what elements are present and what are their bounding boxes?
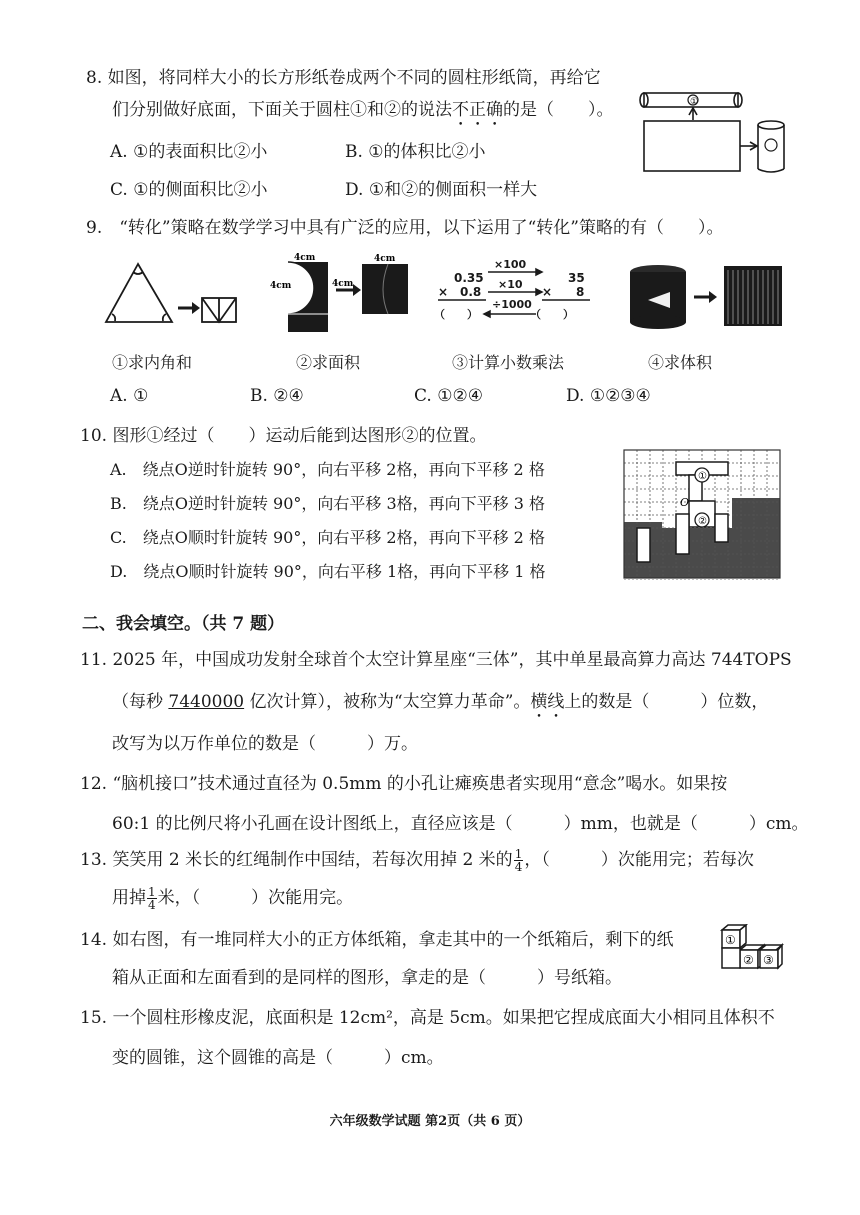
q13-line1-pre: 13. 笑笑用 2 米长的红绳制作中国结，若每次用掉 2 米的: [80, 850, 513, 870]
q14-box-1: ①: [725, 933, 736, 947]
q10-grid-figure: [622, 448, 782, 580]
q13-fraction-1: [514, 848, 524, 873]
q11-line3: 改写为以万作单位的数是（ ）万。: [112, 734, 418, 754]
q10-option-c[interactable]: C. 绕点O顺时针旋转 90°，向右平移 2格，再向下平移 2 格: [110, 528, 545, 547]
q13-fraction-1-num: 1: [514, 847, 523, 861]
q11-line2: [112, 690, 768, 722]
q9-figure-area: [270, 252, 420, 342]
q13-fraction-2-den: 4: [148, 898, 156, 912]
q9-figure-volume: [628, 262, 788, 332]
q9-option-a[interactable]: A. ①: [110, 386, 149, 406]
q14-line2: 箱从正面和左面看到的是同样的图形，拿走的是（ ）号纸箱。: [112, 968, 622, 988]
q9-option-b[interactable]: B. ②④: [250, 386, 304, 406]
q15-line1: 15. 一个圆柱形橡皮泥，底面积是 12cm²，高是 5cm。如果把它捏成底面大小相同且体积不: [80, 1008, 775, 1028]
q9-figure-decimal: [432, 256, 602, 328]
q11-emphasis: 横线: [530, 692, 565, 712]
page-footer: 六年级数学试题 第2页（共 6 页）: [329, 1114, 531, 1129]
q8-option-b[interactable]: B. ①的体积比②小: [345, 142, 486, 162]
q9-caption-2: ②求面积: [296, 353, 361, 372]
q13-fraction-2: [147, 886, 157, 911]
q10-fig-label-2: ②: [698, 516, 707, 527]
q9-stem: 9. “转化”策略在数学学习中具有广泛的应用，以下运用了“转化”策略的有（ ）。: [86, 218, 724, 238]
q14-box-3: ③: [763, 953, 774, 967]
q9-option-c[interactable]: C. ①②④: [414, 386, 483, 406]
q13-line1: [80, 848, 754, 873]
q12-line2: 60:1 的比例尺将小孔画在设计图纸上，直径应该是（ ）mm，也就是（ ）cm。: [112, 814, 809, 834]
q8-line2-pre: 们分别做好底面，下面关于圆柱①和②的说法: [112, 100, 452, 120]
q12-line1: 12. “脑机接口”技术通过直径为 0.5mm 的小孔让瘫痪患者实现用“意念”喝水。如果按: [80, 774, 728, 794]
q10-stem: 10. 图形①经过（ ）运动后能到达图形②的位置。: [80, 426, 487, 446]
q9-fig3-c: 35: [568, 271, 585, 285]
q14-box-2: ②: [743, 953, 754, 967]
q9-fig2-label-top2: 4cm: [374, 254, 396, 264]
q8-option-d[interactable]: D. ①和②的侧面积一样大: [345, 180, 538, 200]
q13-line2: [112, 886, 353, 911]
q10-option-b[interactable]: B. 绕点O逆时针旋转 90°，向右平移 3格，再向下平移 3 格: [110, 494, 546, 513]
q9-caption-3: ③计算小数乘法: [452, 353, 565, 372]
q9-fig3-d: 8: [576, 285, 585, 299]
q13-line1-post: ，（ ）次能用完；若每次: [524, 850, 754, 870]
q13-fraction-2-num: 1: [148, 885, 156, 899]
q8-line2: [112, 98, 614, 130]
q8-option-c[interactable]: C. ①的侧面积比②小: [110, 180, 268, 200]
q8-line1: 8. 如图，将同样大小的长方形纸卷成两个不同的圆柱形纸筒，再给它: [86, 68, 601, 88]
q10-option-d[interactable]: D. 绕点O顺时针旋转 90°，向右平移 1格，再向下平移 1 格: [110, 562, 546, 581]
q9-fig3-arrow1: ×100: [494, 258, 527, 271]
q9-caption-1: ①求内角和: [112, 353, 193, 372]
q8-emphasis-text: 不正确: [452, 100, 503, 120]
q9-fig3-blank1: （ ）: [434, 308, 478, 321]
q9-fig3-arrow3: ÷1000: [492, 298, 532, 311]
q9-fig3-times1: ×: [438, 285, 449, 299]
q8-figure: [638, 85, 798, 185]
q9-fig2-label-top: 4cm: [294, 253, 316, 263]
q11-line2-pre: （每秒: [112, 692, 169, 712]
q11-underlined-number: 7440000: [168, 692, 245, 712]
q10-fig-label-1: ①: [698, 471, 707, 482]
q9-fig2-label-mid: 4cm: [332, 279, 354, 289]
q13-line2-pre: 用掉: [112, 888, 146, 908]
q9-option-d[interactable]: D. ①②③④: [566, 386, 651, 406]
q9-fig3-a: 0.35: [454, 271, 484, 285]
q11-line2-post: 上的数是（ ）位数，: [564, 692, 769, 712]
q9-fig2-label-left: 4cm: [270, 281, 292, 291]
q9-figure-triangle: [100, 258, 250, 330]
q8-line2-post: 的是（ ）。: [503, 100, 614, 120]
q11-line1: 11. 2025 年，中国成功发射全球首个太空计算星座“三体”，其中单星最高算力高达 744TOPS: [80, 650, 792, 670]
q15-line2: 变的圆锥，这个圆锥的高是（ ）cm。: [112, 1048, 444, 1068]
q8-fig-label-1: ①: [690, 97, 699, 107]
q9-fig3-arrow2: ×10: [498, 278, 523, 291]
q14-boxes-figure: [716, 924, 788, 980]
q9-fig3-b: 0.8: [460, 285, 482, 299]
q14-line1: 14. 如右图，有一堆同样大小的正方体纸箱，拿走其中的一个纸箱后，剩下的纸: [80, 930, 674, 950]
q9-fig3-blank2: （ ）: [530, 308, 574, 321]
q8-option-a[interactable]: A. ①的表面积比②小: [110, 142, 268, 162]
q13-fraction-1-den: 4: [514, 860, 523, 874]
q9-fig3-times2: ×: [542, 285, 553, 299]
q11-line2-mid: 亿次计算），被称为“太空算力革命”。: [244, 692, 531, 712]
q8-emphasis: [452, 100, 503, 120]
q9-caption-4: ④求体积: [648, 353, 713, 372]
q13-line2-post: 米，（ ）次能用完。: [157, 888, 354, 908]
q10-fig-point-o: O: [680, 496, 690, 509]
q10-option-a[interactable]: A. 绕点O逆时针旋转 90°，向右平移 2格，再向下平移 2 格: [110, 460, 545, 479]
section2-title: 二、我会填空。（共 7 题）: [82, 614, 285, 634]
